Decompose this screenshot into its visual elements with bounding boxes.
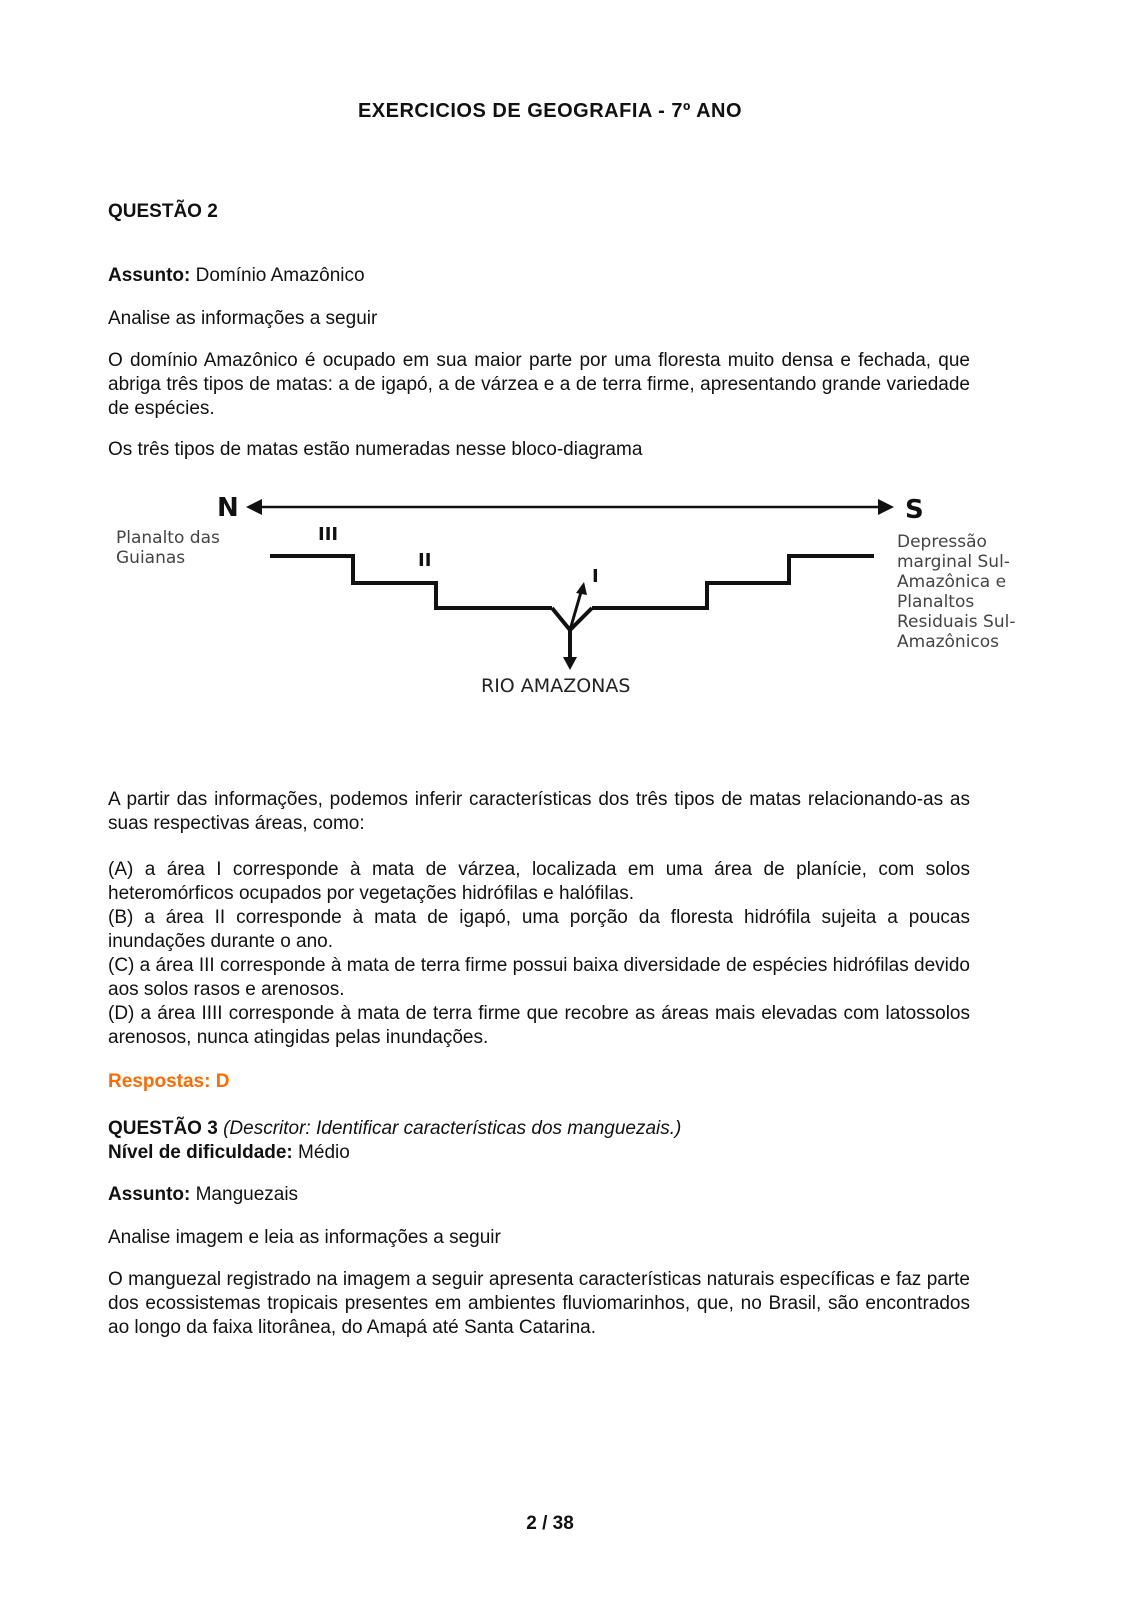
option-b: (B) a área II corresponde à mata de igapó, uma porção da floresta hidrófila sujeita a poucas inundações durante o ano. — [108, 907, 970, 952]
river-arrowhead — [563, 657, 577, 670]
south-arrowhead — [878, 499, 894, 515]
subject-value: Domínio Amazônico — [190, 265, 365, 286]
option-a: (A) a área I corresponde à mata de várzea, localizada em uma área de planície, com solos heteromórficos ocupados por vegetações hidrófilas e halófilas. — [108, 859, 970, 904]
subject-value: Manguezais — [190, 1184, 299, 1205]
question-3-text: O manguezal registrado na imagem a seguir apresenta características naturais específicas e faz parte dos ecossistemas tropicais presentes em ambientes fluviomarinhos, que, no Brasil, são encontrados ao longo da faixa litorânea, do Amapá até Santa Catarina. — [108, 1269, 970, 1338]
north-arrowhead — [246, 499, 262, 515]
area-3-label: III — [318, 524, 339, 545]
question-2-answer: Respostas: D — [108, 1071, 230, 1092]
area-2-label: II — [418, 550, 432, 571]
question-2-subject — [108, 264, 970, 288]
question-3-subject — [108, 1183, 970, 1207]
subject-label: Assunto: — [108, 265, 191, 286]
question-2-instruction: Analise as informações a seguir — [108, 308, 378, 329]
question-3-heading — [108, 1117, 970, 1165]
left-region-label: Planalto das Guianas — [116, 528, 220, 568]
north-label: N — [217, 493, 239, 523]
difficulty-label: Nível de dificuldade: — [108, 1142, 293, 1163]
difficulty-value: Médio — [292, 1142, 350, 1163]
question-3-instruction: Analise imagem e leia as informações a seguir — [108, 1227, 501, 1248]
question-3-descriptor: (Descritor: Identificar características dos manguezais.) — [217, 1118, 682, 1139]
question-3-title: QUESTÃO 3 — [108, 1118, 218, 1139]
question-2-options — [108, 858, 970, 1050]
diagram-intro: Os três tipos de matas estão numeradas nesse bloco-diagrama — [108, 439, 643, 460]
question-2-text: O domínio Amazônico é ocupado em sua maior parte por uma floresta muito densa e fechada, que abriga três tipos de matas: a de igapó, a de várzea e a de terra firme, apresentando grande variedade de espécies. — [108, 350, 970, 419]
left-terrain-profile — [270, 556, 552, 608]
area-1-arrowhead — [576, 582, 587, 595]
page-title: EXERCICIOS DE GEOGRAFIA - 7º ANO — [357, 100, 743, 122]
subject-label: Assunto: — [108, 1184, 191, 1205]
river-label: RIO AMAZONAS — [481, 675, 631, 697]
area-1-label: I — [592, 566, 599, 587]
question-2-title: QUESTÃO 2 — [108, 201, 218, 222]
question-2-prompt: A partir das informações, podemos inferir características dos três tipos de matas relacionando-as as suas respectivas áreas, como: — [108, 789, 970, 834]
option-c: (C) a área III corresponde à mata de terra firme possui baixa diversidade de espécies hidrófilas devido aos solos rasos e arenosos. — [108, 955, 970, 1000]
south-label: S — [905, 495, 924, 525]
right-terrain-profile — [592, 556, 874, 608]
right-region-label: Depressão marginal Sul- Amazônica e Planaltos Residuais Sul- Amazônicos — [897, 532, 1016, 652]
option-d: (D) a área IIII corresponde à mata de terra firme que recobre as áreas mais elevadas com latossolos arenosos, nunca atingidas pelas inundações. — [108, 1003, 970, 1048]
page-number: 2 / 38 — [526, 1513, 574, 1534]
block-diagram — [0, 480, 1131, 710]
